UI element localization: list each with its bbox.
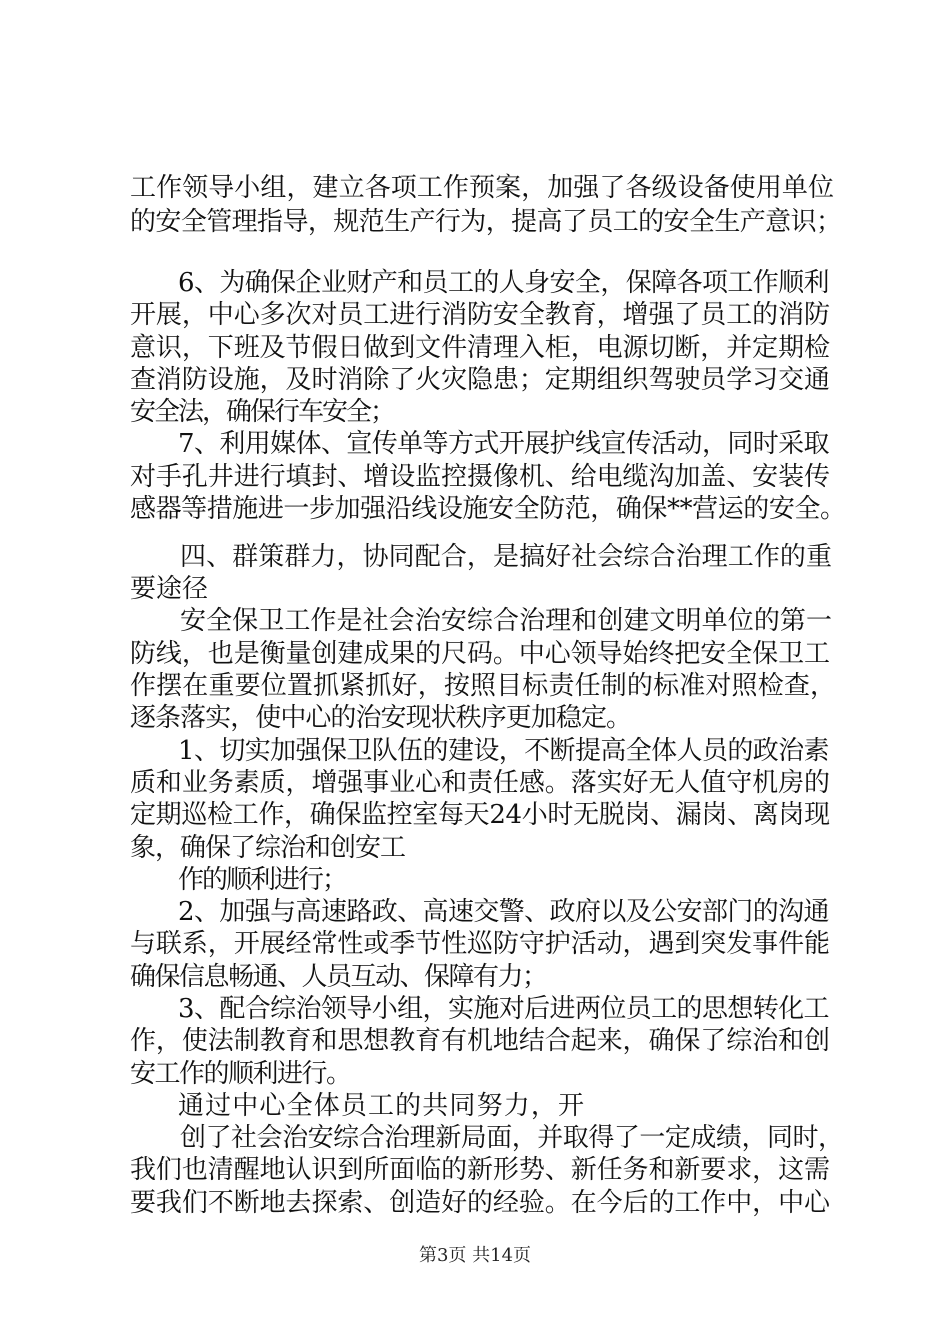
text-line-30: 我们也清醒地认识到所面临的新形势、新任务和新要求，这需 (130, 1155, 830, 1185)
text-line-15: 作摆在重要位置抓紧抓好，按照目标责任制的标准对照检查， (130, 671, 837, 701)
text-line-25: 3、配合综治领导小组，实施对后进两位员工的思想转化工 (178, 994, 829, 1024)
text-line-1: 工作领导小组，建立各项工作预案，加强了各级设备使用单位 (130, 173, 835, 203)
text-line-7: 安全法，确保行车安全； (130, 397, 395, 427)
text-line-4: 开展，中心多次对员工进行消防安全教育，增强了员工的消防 (130, 300, 830, 330)
text-line-21: 作的顺利进行； (178, 865, 347, 895)
text-line-19: 定期巡检工作，确保监控室每天24小时无脱岗、漏岗、离岗现 (130, 800, 830, 830)
text-line-29: 创了社会治安综合治理新局面，并取得了一定成绩，同时， (180, 1123, 844, 1153)
text-line-13: 安全保卫工作是社会治安综合治理和创建文明单位的第一 (180, 606, 833, 636)
text-line-6: 查消防设施，及时消除了火灾隐患；定期组织驾驶员学习交通 (130, 365, 830, 395)
text-line-20: 象，确保了综治和创安工 (130, 833, 406, 863)
text-line-27: 安工作的顺利进行。 (130, 1059, 351, 1089)
text-line-28: 通过中心全体员工的共同努力，开 (178, 1091, 586, 1121)
text-line-23: 与联系，开展经常性或季节性巡防守护活动，遇到突发事件能 (130, 929, 830, 959)
text-line-24: 确保信息畅通、人员互动、保障有力； (130, 962, 547, 992)
text-line-9: 对手孔井进行填封、增设监控摄像机、给电缆沟加盖、安装传 (130, 462, 830, 492)
text-line-3: 6、为确保企业财产和员工的人身安全，保障各项工作顺利 (178, 268, 829, 298)
text-line-18: 质和业务素质，增强事业心和责任感。落实好无人值守机房的 (130, 768, 830, 798)
text-line-26: 作，使法制教育和思想教育有机地结合起来，确保了综治和创 (130, 1026, 830, 1056)
page-number-footer: 第3页 共14页 (418, 1245, 532, 1266)
text-line-12: 要途径 (130, 574, 209, 604)
text-line-14: 防线，也是衡量创建成果的尺码。中心领导始终把安全保卫工 (130, 639, 830, 669)
text-line-8: 7、利用媒体、宣传单等方式开展护线宣传活动，同时采取 (178, 429, 829, 459)
text-line-22: 2、加强与高速路政、高速交警、政府以及公安部门的沟通 (178, 897, 829, 927)
text-line-10: 感器等措施进一步加强沿线设施安全防范，确保**营运的安全。 (130, 494, 846, 524)
text-line-16: 逐条落实，使中心的治安现状秩序更加稳定。 (130, 703, 632, 733)
text-line-31: 要我们不断地去探索、创造好的经验。在今后的工作中，中心 (130, 1188, 830, 1218)
text-line-11: 四、群策群力，协同配合，是搞好社会综合治理工作的重 (180, 542, 833, 572)
text-line-2: 的安全管理指导，规范生产行为，提高了员工的安全生产意识； (130, 207, 842, 237)
text-line-5: 意识，下班及节假日做到文件清理入柜，电源切断，并定期检 (130, 333, 830, 363)
text-line-17: 1、切实加强保卫队伍的建设，不断提高全体人员的政治素 (178, 736, 829, 766)
